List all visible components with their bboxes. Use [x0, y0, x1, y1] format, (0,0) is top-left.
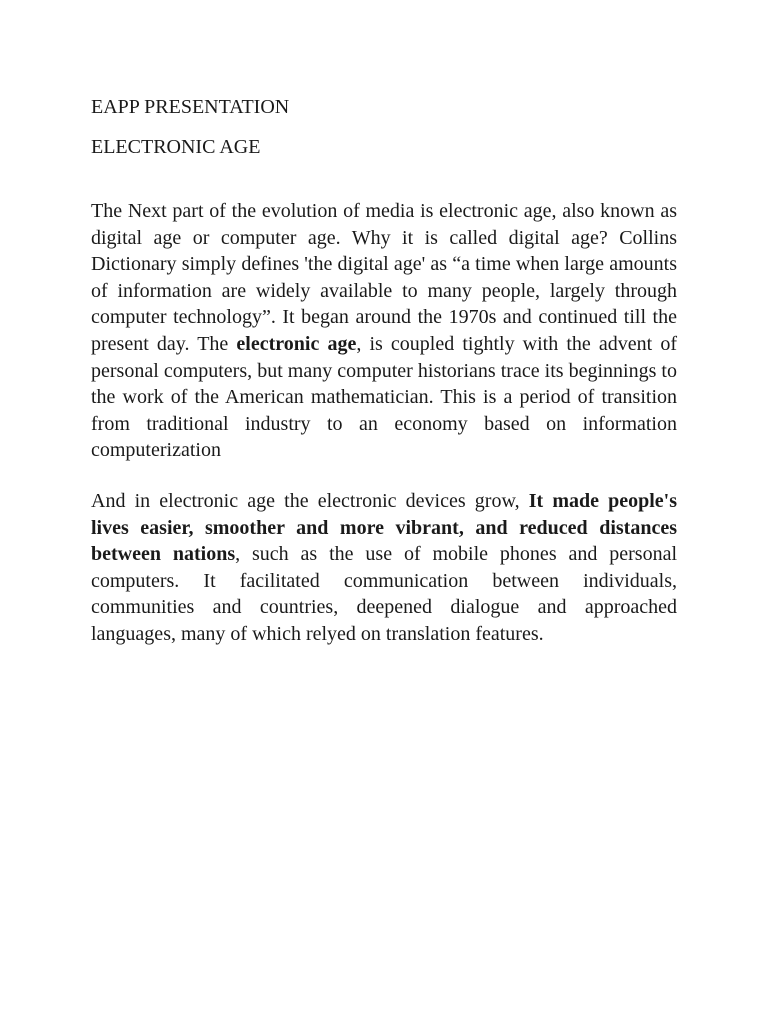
- paragraph-2-text-start: And in electronic age the electronic devices grow,: [91, 489, 529, 512]
- paragraph-2-bold-text: It made people's lives easier, smoother and more vibrant, and reduced distances between nations: [91, 489, 678, 566]
- paragraph-1-text-end: , is coupled tightly with the advent of personal computers, but many computer historians trace its beginnings to the work of the American mathematician. This is a period of transition from traditional industry to an economy based on information computerization: [91, 332, 677, 462]
- paragraph-1-bold-text: electronic age: [236, 332, 357, 355]
- paragraph-1-text-start: The Next part of the evolution of media is electronic age, also known as digital age or computer age. Why it is called digital age? Collins Dictionary simply defines 'the digital age' as “a time when large amounts of information are widely available to many people, largely through computer technology”. It began around the 1970s and continued till the present day. The: [91, 200, 677, 355]
- document-content: [91, 94, 677, 648]
- document-title: EAPP PRESENTATION: [91, 96, 290, 118]
- paragraph-1: [91, 198, 677, 464]
- paragraph-2-text-end: , such as the use of mobile phones and personal computers. It facilitated communication between individuals, communities and countries, deepened dialogue and approached languages, many of which relyed on translation features.: [91, 543, 677, 645]
- document-subtitle: ELECTRONIC AGE: [91, 136, 261, 158]
- paragraph-2: [91, 488, 677, 648]
